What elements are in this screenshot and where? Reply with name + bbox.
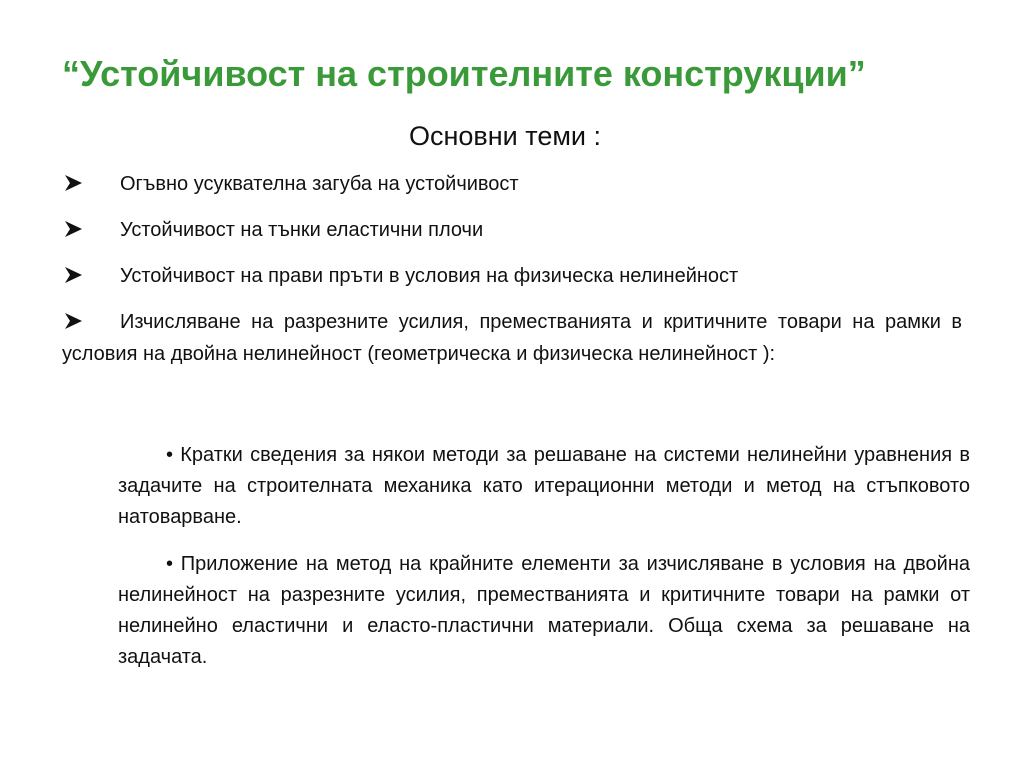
list-item xyxy=(62,214,962,246)
slide-subtitle: Основни теми : xyxy=(409,121,601,151)
topic-list xyxy=(62,168,962,384)
list-item-text: Устойчивост на тънки еластични плочи xyxy=(120,219,484,241)
list-item-text: Огъвно усуквателна загуба на устойчивост xyxy=(120,173,519,195)
list-item-text: Устойчивост на прави пръти в условия на физическа нелинейност xyxy=(120,265,739,287)
sub-list-item: • Приложение на метод на крайните елементи за изчисляване в условия на двойна нелинейност на разрезните усилия, преместванията и критичните товари на рамки от нелинейно еластични и еласто-пластични материали. Обща схема за решаване на задачата. xyxy=(118,553,970,668)
arrow-bullet-icon xyxy=(62,261,86,289)
arrow-bullet-icon xyxy=(62,307,86,335)
slide-title: “Устойчивост на строителните конструкции” xyxy=(62,53,866,94)
list-item-text: Изчисляване на разрезните усилия, преместванията и критичните товари на рамки в условия на двойна нелинейност (геометрическа и физическа нелинейност ): xyxy=(62,311,962,365)
arrow-bullet-icon xyxy=(62,215,86,243)
sub-list-item: • Кратки сведения за някои методи за решаване на системи нелинейни уравнения в задачите на строителната механика като итерационни методи и метод на стъпковото натоварване. xyxy=(118,444,970,528)
list-item xyxy=(62,306,962,370)
arrow-bullet-icon xyxy=(62,169,86,197)
list-item xyxy=(62,260,962,292)
sub-topic-list xyxy=(118,440,970,689)
list-item xyxy=(62,168,962,200)
